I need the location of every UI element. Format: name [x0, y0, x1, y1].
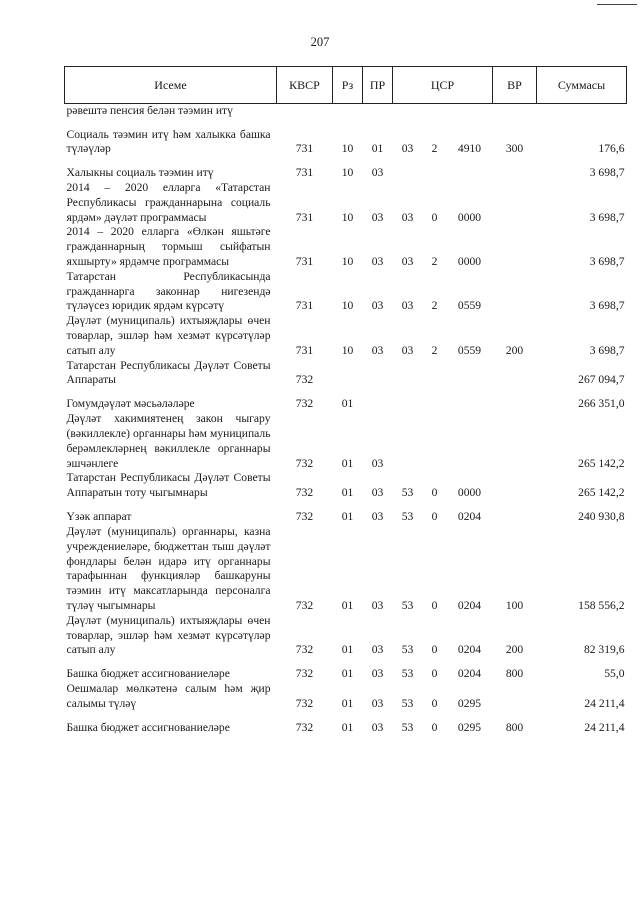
row-kvsr: 732 [295, 697, 314, 710]
row-rz [333, 359, 363, 389]
row-csr-direction: 0295 [457, 697, 482, 710]
row-vr: 100 [505, 599, 524, 613]
row-pr: 03 [371, 456, 384, 470]
row-name: Дәүләт (муниципаль) органнары, казна учреждениеләре, бюджеттан тыш дәүләт фондлары белән идарә итү органнары тарафыннан функцияләр башкаруны тәэмин итү максатларында персоналга түләү чыгымнары [66, 525, 271, 613]
corner-mark [597, 4, 637, 5]
row-vr [493, 388, 537, 412]
row-pr: 03 [371, 255, 384, 269]
row-pr: 03 [371, 299, 384, 313]
row-kvsr: 732 [295, 486, 314, 500]
row-csr-program [393, 104, 423, 128]
row-kvsr: 732 [295, 599, 314, 613]
row-pr [363, 388, 393, 412]
row-kvsr [277, 104, 333, 128]
row-vr: 200 [505, 643, 524, 657]
row-name: Дәүләт (муниципаль) ихтыяҗлары өчен товарлар, эшләр һәм хезмәт күрсәтүләр сатып алу [66, 613, 271, 657]
table-row [65, 658, 627, 682]
row-pr: 03 [371, 599, 384, 613]
row-sum: 176,6 [598, 142, 625, 156]
row-pr: 03 [371, 667, 384, 681]
row-sum: 158 556,2 [578, 599, 625, 613]
row-csr-subprogram: 0 [431, 510, 438, 524]
row-pr: 03 [371, 486, 384, 500]
row-csr-subprogram [423, 157, 447, 181]
table-row [65, 157, 627, 181]
row-rz: 01 [341, 697, 354, 710]
row-csr-subprogram: 0 [431, 697, 438, 710]
row-name: Башка бюджет ассигнованиеләре [66, 721, 230, 734]
row-pr: 03 [371, 697, 384, 710]
row-vr: 800 [505, 721, 524, 734]
row-csr-direction [447, 412, 493, 471]
row-pr [363, 359, 393, 389]
row-vr [493, 225, 537, 269]
row-csr-program: 53 [401, 721, 414, 734]
row-csr-subprogram: 0 [431, 486, 438, 500]
row-csr-subprogram [423, 104, 447, 128]
row-csr-program: 53 [401, 697, 414, 710]
row-name: Татарстан Республикасы Дәүләт Советы Аппаратын тоту чыгымнары [66, 471, 271, 500]
row-pr: 03 [371, 210, 384, 224]
row-sum: 24 211,4 [584, 721, 625, 734]
row-kvsr: 731 [295, 255, 314, 269]
table-row [65, 104, 627, 128]
row-sum: 266 351,0 [578, 397, 625, 411]
row-vr [493, 412, 537, 471]
row-name: Татарстан Республикасы Дәүләт Советы Аппараты [66, 358, 271, 387]
table-row [65, 614, 627, 658]
row-csr-subprogram [423, 359, 447, 389]
row-kvsr: 731 [295, 343, 314, 357]
row-csr-direction: 0559 [457, 299, 482, 313]
row-kvsr: 732 [295, 667, 314, 681]
row-vr: 300 [505, 142, 524, 156]
row-csr-subprogram: 0 [431, 210, 438, 224]
row-kvsr: 732 [295, 397, 314, 411]
table-row [65, 501, 627, 525]
row-kvsr: 731 [295, 166, 314, 180]
table-header-row [65, 67, 627, 104]
header-pr: ПР [363, 67, 393, 104]
row-csr-direction [447, 104, 493, 128]
table-row [65, 388, 627, 412]
row-rz: 10 [341, 343, 354, 357]
header-vr: ВР [493, 67, 537, 104]
row-csr-direction: 0204 [457, 599, 482, 613]
row-name: Башка бюджет ассигнованиеләре [66, 667, 230, 681]
row-vr [493, 270, 537, 314]
row-csr-direction [447, 359, 493, 389]
row-csr-direction: 0204 [457, 510, 482, 524]
row-kvsr: 732 [295, 373, 314, 387]
table-row [65, 181, 627, 225]
table-row [65, 225, 627, 269]
row-rz: 01 [341, 510, 354, 524]
row-vr [493, 359, 537, 389]
table-row [65, 712, 627, 736]
row-name: Гомумдәүләт мәсьәләләре [66, 397, 195, 411]
row-csr-subprogram: 0 [431, 599, 438, 613]
row-csr-subprogram: 2 [431, 299, 438, 313]
row-csr-direction [447, 157, 493, 181]
row-csr-direction: 0000 [457, 255, 482, 269]
row-name: Дәүләт (муниципаль) ихтыяҗлары өчен товарлар, эшләр һәм хезмәт күрсәтүләр сатып алу [66, 314, 271, 357]
row-sum: 82 319,6 [583, 643, 625, 657]
row-csr-subprogram [423, 412, 447, 471]
row-csr-program: 03 [401, 255, 414, 269]
table-row [65, 525, 627, 614]
row-rz: 01 [341, 456, 354, 470]
row-csr-program [393, 412, 423, 471]
table-row [65, 128, 627, 158]
row-csr-program: 53 [401, 510, 414, 524]
row-pr [363, 104, 393, 128]
row-csr-program [393, 388, 423, 412]
table-row [65, 270, 627, 314]
row-sum: 240 930,8 [578, 510, 625, 524]
table-row [65, 682, 627, 712]
row-sum: 3 698,7 [589, 210, 625, 224]
row-csr-program [393, 157, 423, 181]
row-csr-subprogram: 2 [431, 255, 438, 269]
row-name: рәвештә пенсия белән тәэмин итү [66, 104, 233, 117]
row-csr-program: 53 [401, 599, 414, 613]
row-csr-program: 53 [401, 486, 414, 500]
row-csr-program [393, 359, 423, 389]
budget-table [64, 66, 627, 736]
row-csr-program: 53 [401, 667, 414, 681]
row-kvsr: 731 [295, 299, 314, 313]
row-name: Оешмалар мөлкәтенә салым һәм җир салымы түләү [66, 682, 271, 710]
row-csr-direction: 0204 [457, 643, 482, 657]
row-vr [493, 157, 537, 181]
row-rz: 01 [341, 486, 354, 500]
row-sum: 3 698,7 [589, 299, 625, 313]
header-rz: Рз [333, 67, 363, 104]
row-rz: 10 [341, 210, 354, 224]
row-csr-direction: 0000 [457, 210, 482, 224]
row-vr [493, 181, 537, 225]
row-csr-direction: 0204 [457, 667, 482, 681]
row-csr-direction: 0000 [457, 486, 482, 500]
row-csr-program: 03 [401, 142, 414, 156]
row-sum: 265 142,2 [578, 486, 625, 500]
row-name: Үзәк аппарат [66, 510, 132, 524]
row-rz: 10 [341, 166, 354, 180]
row-csr-program: 03 [401, 343, 414, 357]
row-vr [493, 471, 537, 501]
row-sum: 3 698,7 [589, 343, 625, 357]
table-row [65, 412, 627, 471]
row-csr-subprogram [423, 388, 447, 412]
row-kvsr: 731 [295, 142, 314, 156]
row-rz: 10 [341, 255, 354, 269]
row-sum: 3 698,7 [589, 255, 625, 269]
row-vr [493, 501, 537, 525]
row-csr-subprogram: 0 [431, 721, 438, 734]
row-csr-program: 53 [401, 643, 414, 657]
row-csr-subprogram: 0 [431, 667, 438, 681]
table-body [65, 104, 627, 736]
header-csr: ЦСР [393, 67, 493, 104]
row-pr: 03 [371, 343, 384, 357]
row-kvsr: 732 [295, 456, 314, 470]
row-rz: 10 [341, 142, 354, 156]
table-row [65, 359, 627, 389]
row-name: Дәүләт хакимиятенең закон чыгару (вәкиллекле) органнары һәм муниципаль берәмлекләрнең вәкиллекле органнары эшчәнлеге [66, 412, 271, 470]
row-kvsr: 732 [295, 510, 314, 524]
row-name: Татарстан Республикасында гражданнарга законнар нигезендә түләүсез юридик ярдәм күрсәтү [66, 269, 271, 313]
row-rz: 01 [341, 643, 354, 657]
row-csr-subprogram: 2 [431, 343, 438, 357]
row-pr: 03 [371, 643, 384, 657]
row-csr-direction [447, 388, 493, 412]
row-rz: 01 [341, 599, 354, 613]
row-name: 2014 – 2020 елларга «Өлкән яшьтәге гражданнарның тормыш сыйфатын яхшырту» ярдәмче программасы [66, 225, 271, 269]
row-csr-direction: 4910 [457, 142, 482, 156]
row-name: 2014 – 2020 елларга «Татарстан Республикасы гражданнарына социаль ярдәм» дәүләт программасы [66, 181, 271, 224]
row-rz: 01 [341, 721, 354, 734]
row-sum: 267 094,7 [578, 373, 625, 387]
row-pr: 03 [371, 721, 384, 734]
header-sum: Суммасы [537, 67, 627, 104]
row-sum: 3 698,7 [589, 166, 625, 180]
row-pr: 03 [371, 510, 384, 524]
row-rz: 01 [341, 667, 354, 681]
page-number: 207 [310, 35, 330, 49]
row-kvsr: 731 [295, 210, 314, 224]
row-csr-subprogram: 0 [431, 643, 438, 657]
row-sum: 55,0 [604, 667, 625, 681]
header-name: Исеме [65, 67, 277, 104]
header-kvsr: КВСР [277, 67, 333, 104]
row-rz: 01 [341, 397, 354, 411]
row-vr: 800 [505, 667, 524, 681]
row-vr [493, 682, 537, 712]
row-rz [333, 104, 363, 128]
row-kvsr: 732 [295, 643, 314, 657]
row-sum: 265 142,2 [578, 456, 625, 470]
row-kvsr: 732 [295, 721, 314, 734]
row-vr: 200 [505, 343, 524, 357]
table-row [65, 471, 627, 501]
row-pr: 03 [371, 166, 384, 180]
row-name: Халыкны социаль тәэмин итү [66, 166, 214, 180]
table-row [65, 314, 627, 358]
row-vr [493, 104, 537, 128]
row-csr-subprogram: 2 [431, 142, 438, 156]
row-pr: 01 [371, 142, 384, 156]
row-rz: 10 [341, 299, 354, 313]
row-csr-direction: 0295 [457, 721, 482, 734]
row-csr-direction: 0559 [457, 343, 482, 357]
row-sum [537, 104, 627, 128]
row-sum: 24 211,4 [584, 697, 625, 710]
row-csr-program: 03 [401, 210, 414, 224]
row-csr-program: 03 [401, 299, 414, 313]
row-name: Социаль тәэмин итү һәм халыкка башка түләүләр [66, 127, 271, 156]
